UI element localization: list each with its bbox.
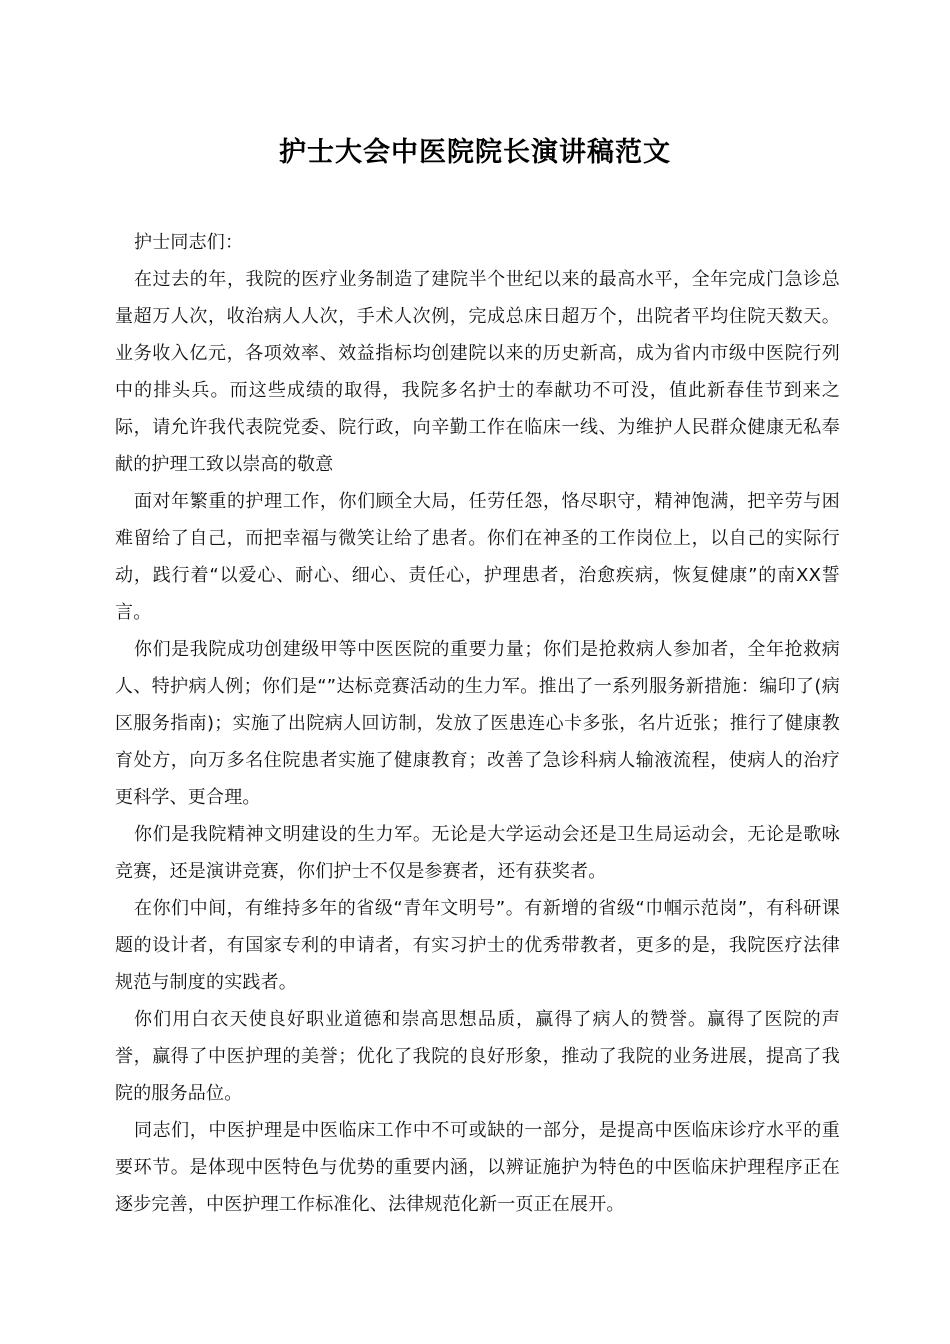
paragraph-salutation: 护士同志们： bbox=[134, 232, 244, 253]
paragraph-workload: 面对年繁重的护理工作，你们顾全大局，任劳任怨，恪尽职守，精神饱满，把辛劳与困难留给了自己，而把幸福与微笑让给了患者。你们在神圣的工作岗位上，以自己的实际行动，践行着“以爱心、耐心、细心、责任心，护理患者，治愈疾病，恢复健康”的南XX誓言。 bbox=[115, 491, 840, 623]
paragraph-tcm-nursing: 同志们，中医护理是中医临床工作中不可或缺的一部分，是提高中医临床诊疗水平的重要环节。是体现中医特色与优势的重要内涵，以辨证施护为特色的中医临床护理程序正在逐步完善，中医护理工作标准化、法律规范化新一页正在展开。 bbox=[115, 1120, 840, 1215]
document-body bbox=[115, 224, 840, 1223]
document-title: 护士大会中医院院长演讲稿范文 bbox=[279, 137, 671, 168]
paragraph-achievements: 在过去的年，我院的医疗业务制造了建院半个世纪以来的最高水平，全年完成门急诊总量超万人次，收治病人人次，手术人次例，完成总床日超万个，出院者平均住院天数天。业务收入亿元，各项效率、效益指标均创建院以来的历史新高，成为省内市级中医院行列中的排头兵。而这些成绩的取得，我院多名护士的奉献功不可没，值此新春佳节到来之际，请允许我代表院党委、院行政，向辛勤工作在临床一线、为维护人民群众健康无私奉献的护理工致以崇高的敬意 bbox=[115, 269, 840, 475]
paragraph-hospital-creation: 你们是我院成功创建级甲等中医医院的重要力量；你们是抢救病人参加者，全年抢救病人、特护病人例；你们是“”达标竞赛活动的生力军。推出了一系列服务新措施：编印了(病区服务指南)；实施了出院病人回访制，发放了医患连心卡多张，名片近张；推行了健康教育处方，向万多名住院患者实施了健康教育；改善了急诊科病人输液流程，使病人的治疗更科学、更合理。 bbox=[115, 639, 840, 808]
paragraph-spiritual-civilization: 你们是我院精神文明建设的生力军。无论是大学运动会还是卫生局运动会，无论是歌咏竞赛，还是演讲竞赛，你们护士不仅是参赛者，还有获奖者。 bbox=[115, 824, 840, 882]
paragraph-reputation: 你们用白衣天使良好职业道德和崇高思想品质，赢得了病人的赞誉。赢得了医院的声誉，赢得了中医护理的美誉；优化了我院的良好形象，推动了我院的业务进展，提高了我院的服务品位。 bbox=[115, 1009, 840, 1104]
paragraph-role-models: 在你们中间，有维持多年的省级“青年文明号”。有新增的省级“巾帼示范岗”，有科研课题的设计者，有国家专利的申请者，有实习护士的优秀带教者，更多的是，我院医疗法律规范与制度的实践者。 bbox=[115, 898, 840, 993]
